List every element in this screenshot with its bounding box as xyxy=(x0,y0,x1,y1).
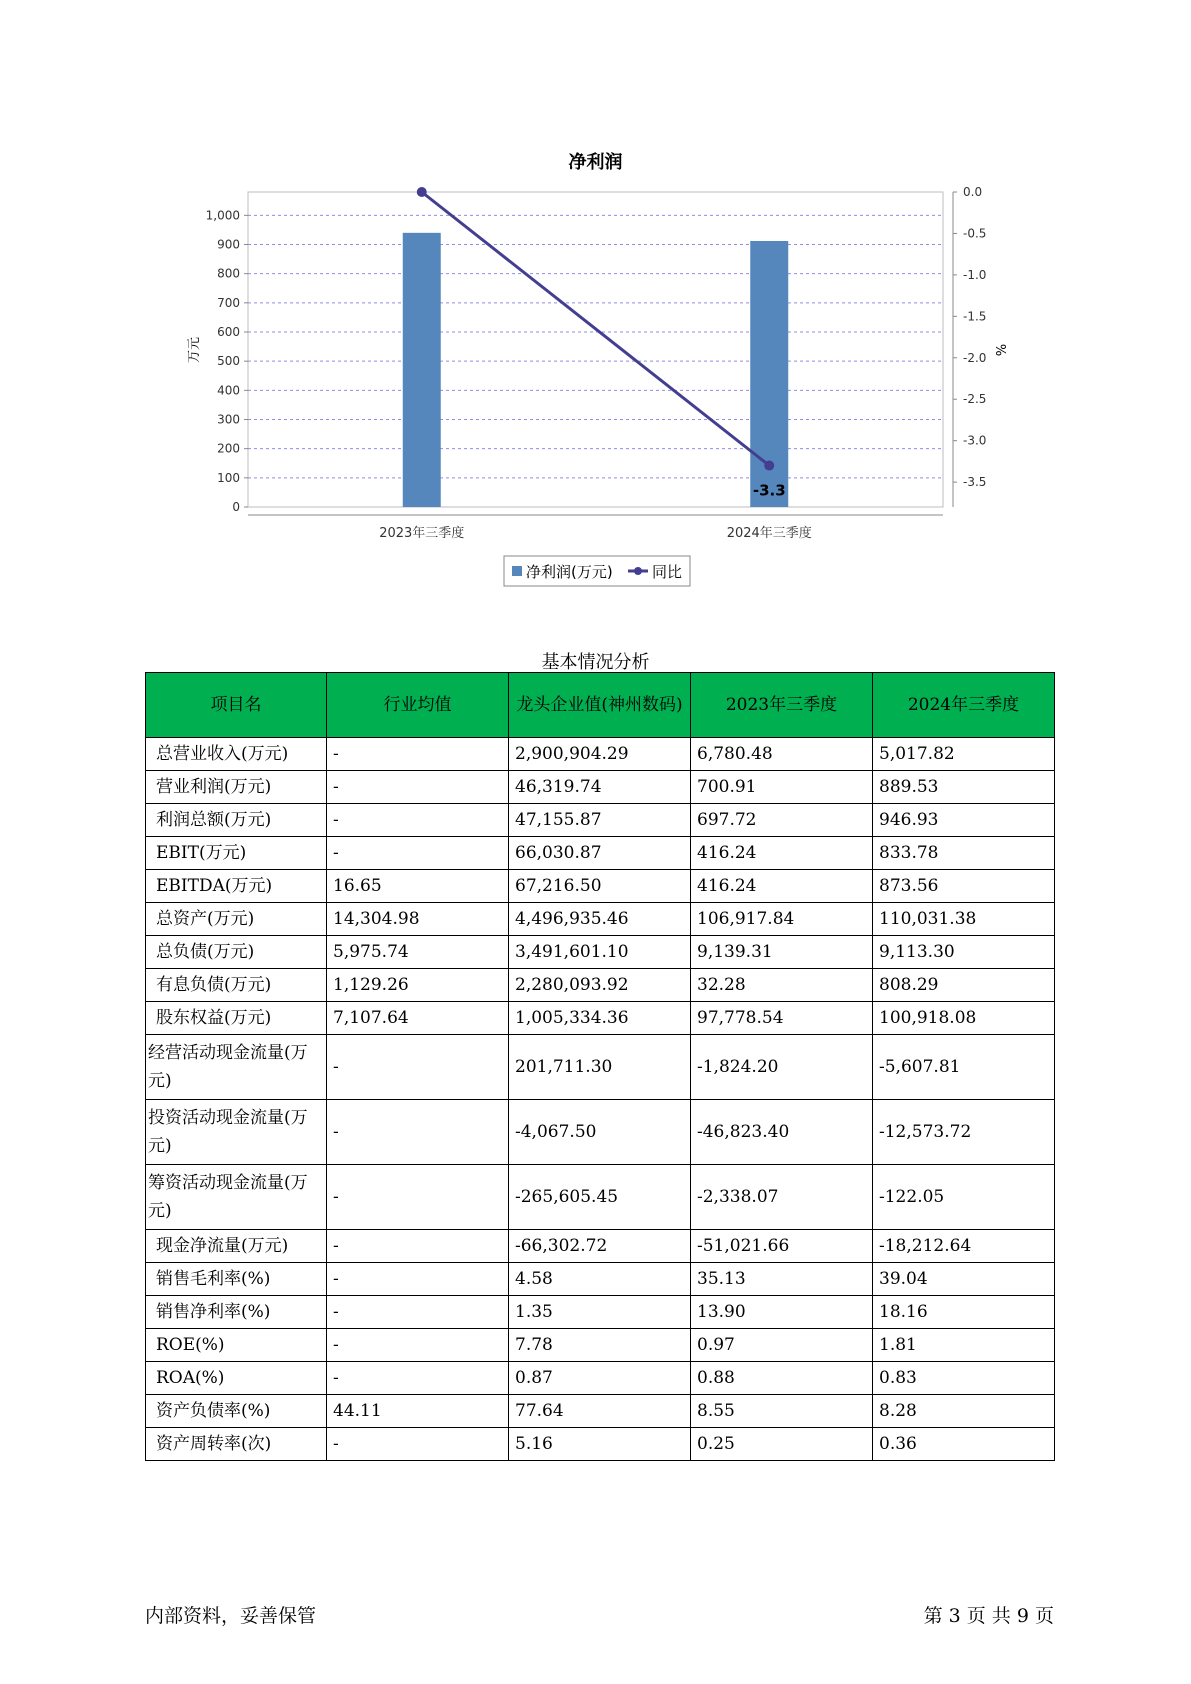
table-cell: 32.28 xyxy=(691,969,873,1002)
y2-tick-label: -2.5 xyxy=(963,392,987,407)
table-cell: 66,030.87 xyxy=(509,837,691,870)
table-row xyxy=(146,771,1055,804)
header-leader-value: 龙头企业值(神州数码) xyxy=(509,673,691,738)
yoy-data-label: -3.3 xyxy=(752,481,786,500)
row-label: 利润总额(万元) xyxy=(146,804,327,837)
table-cell: 97,778.54 xyxy=(691,1002,873,1035)
row-label: 经营活动现金流量(万元) xyxy=(146,1035,327,1100)
table-cell: 110,031.38 xyxy=(873,903,1055,936)
table-cell: 35.13 xyxy=(691,1263,873,1296)
table-cell: 8.55 xyxy=(691,1395,873,1428)
table-cell: 5,017.82 xyxy=(873,738,1055,771)
table-cell: - xyxy=(327,1362,509,1395)
legend-bar-label: 净利润(万元) xyxy=(526,563,613,581)
row-label: 有息负债(万元) xyxy=(146,969,327,1002)
bar-1 xyxy=(403,233,441,507)
table-cell: 808.29 xyxy=(873,969,1055,1002)
table-cell: 6,780.48 xyxy=(691,738,873,771)
table-row xyxy=(146,1395,1055,1428)
row-label: 股东权益(万元) xyxy=(146,1002,327,1035)
header-2024q3: 2024年三季度 xyxy=(873,673,1055,738)
table-row xyxy=(146,1263,1055,1296)
table-cell: 77.64 xyxy=(509,1395,691,1428)
table-cell: - xyxy=(327,1263,509,1296)
table-cell: 106,917.84 xyxy=(691,903,873,936)
table-cell: 1,005,334.36 xyxy=(509,1002,691,1035)
table-cell: 700.91 xyxy=(691,771,873,804)
table-cell: 100,918.08 xyxy=(873,1002,1055,1035)
table-row xyxy=(146,1100,1055,1165)
table-row xyxy=(146,969,1055,1002)
row-label: 资产周转率(次) xyxy=(146,1428,327,1461)
y2-tick-label: 0.0 xyxy=(963,185,983,199)
table-cell: -51,021.66 xyxy=(691,1230,873,1263)
header-2023q3: 2023年三季度 xyxy=(691,673,873,738)
table-cell: 4,496,935.46 xyxy=(509,903,691,936)
table-cell: 0.97 xyxy=(691,1329,873,1362)
table-cell: 9,139.31 xyxy=(691,936,873,969)
row-label: 总资产(万元) xyxy=(146,903,327,936)
table-cell: - xyxy=(327,1165,509,1230)
y-tick-label: 400 xyxy=(217,383,240,398)
y-tick-label: 700 xyxy=(217,295,240,310)
table-cell: 2,900,904.29 xyxy=(509,738,691,771)
y2-tick-label: -0.5 xyxy=(963,226,987,241)
y-tick-label: 200 xyxy=(217,441,240,456)
table-cell: 44.11 xyxy=(327,1395,509,1428)
y2-axis-label: % xyxy=(992,343,1007,357)
x-tick-label: 2023年三季度 xyxy=(379,526,465,541)
net-profit-chart xyxy=(0,0,1191,600)
table-cell: -122.05 xyxy=(873,1165,1055,1230)
table-cell: - xyxy=(327,1428,509,1461)
y-axis-label: 万元 xyxy=(187,336,202,364)
table-cell: 0.36 xyxy=(873,1428,1055,1461)
table-cell: 46,319.74 xyxy=(509,771,691,804)
table-cell: 7,107.64 xyxy=(327,1002,509,1035)
y-tick-label: 300 xyxy=(217,412,240,427)
table-cell: - xyxy=(327,1329,509,1362)
table-row xyxy=(146,1165,1055,1230)
table-cell: 16.65 xyxy=(327,870,509,903)
y2-tick-label: -3.0 xyxy=(963,433,987,448)
yoy-point-2 xyxy=(764,461,774,471)
row-label: ROA(%) xyxy=(146,1362,327,1395)
table-cell: -2,338.07 xyxy=(691,1165,873,1230)
table-cell: - xyxy=(327,1296,509,1329)
table-cell: - xyxy=(327,1230,509,1263)
table-cell: 201,711.30 xyxy=(509,1035,691,1100)
table-cell: -4,067.50 xyxy=(509,1100,691,1165)
row-label: 销售毛利率(%) xyxy=(146,1263,327,1296)
table-cell: 8.28 xyxy=(873,1395,1055,1428)
legend-bar-swatch xyxy=(512,566,522,576)
table-cell: 1.35 xyxy=(509,1296,691,1329)
table-row xyxy=(146,1002,1055,1035)
table-cell: -5,607.81 xyxy=(873,1035,1055,1100)
row-label: EBIT(万元) xyxy=(146,837,327,870)
y-tick-label: 0 xyxy=(232,500,240,514)
table-cell: - xyxy=(327,738,509,771)
footer-page-number: 第 3 页 共 9 页 xyxy=(923,1605,1054,1627)
table-row xyxy=(146,1296,1055,1329)
table-row xyxy=(146,1329,1055,1362)
table-cell: 0.87 xyxy=(509,1362,691,1395)
table-cell: 0.83 xyxy=(873,1362,1055,1395)
x-tick-label: 2024年三季度 xyxy=(726,526,812,541)
row-label: EBITDA(万元) xyxy=(146,870,327,903)
basic-analysis-table xyxy=(145,672,1055,1461)
table-row xyxy=(146,1230,1055,1263)
table-cell: 5,975.74 xyxy=(327,936,509,969)
table-cell: 47,155.87 xyxy=(509,804,691,837)
y2-tick-label: -1.0 xyxy=(963,267,987,282)
row-label: 投资活动现金流量(万元) xyxy=(146,1100,327,1165)
table-cell: 0.88 xyxy=(691,1362,873,1395)
legend-line-label: 同比 xyxy=(652,563,683,581)
table-cell: 14,304.98 xyxy=(327,903,509,936)
table-cell: 39.04 xyxy=(873,1263,1055,1296)
table-row xyxy=(146,1035,1055,1100)
table-row xyxy=(146,1428,1055,1461)
table-row xyxy=(146,738,1055,771)
row-label: 现金净流量(万元) xyxy=(146,1230,327,1263)
yoy-point-1 xyxy=(417,187,427,197)
y-tick-label: 100 xyxy=(217,470,240,485)
footer-confidential: 内部资料，妥善保管 xyxy=(145,1605,317,1627)
table-row xyxy=(146,936,1055,969)
table-cell: - xyxy=(327,1035,509,1100)
table-cell: 2,280,093.92 xyxy=(509,969,691,1002)
y-tick-label: 1,000 xyxy=(205,208,240,223)
table-row xyxy=(146,837,1055,870)
table-cell: 7.78 xyxy=(509,1329,691,1362)
y-tick-label: 800 xyxy=(217,266,240,281)
table-cell: - xyxy=(327,804,509,837)
table-cell: -46,823.40 xyxy=(691,1100,873,1165)
y-tick-label: 900 xyxy=(217,237,240,252)
table-cell: -12,573.72 xyxy=(873,1100,1055,1165)
table-cell: - xyxy=(327,771,509,804)
table-cell: - xyxy=(327,837,509,870)
table-cell: 946.93 xyxy=(873,804,1055,837)
header-item-name: 项目名 xyxy=(146,673,327,738)
table-cell: 873.56 xyxy=(873,870,1055,903)
table-cell: 4.58 xyxy=(509,1263,691,1296)
table-cell: 416.24 xyxy=(691,870,873,903)
table-caption: 基本情况分析 xyxy=(541,652,650,673)
header-industry-avg: 行业均值 xyxy=(327,673,509,738)
table-cell: 416.24 xyxy=(691,837,873,870)
y2-tick-label: -3.5 xyxy=(963,475,987,490)
table-cell: 889.53 xyxy=(873,771,1055,804)
y2-tick-label: -1.5 xyxy=(963,309,987,324)
row-label: 资产负债率(%) xyxy=(146,1395,327,1428)
row-label: 营业利润(万元) xyxy=(146,771,327,804)
table-cell: 0.25 xyxy=(691,1428,873,1461)
table-cell: 1.81 xyxy=(873,1329,1055,1362)
row-label: 总负债(万元) xyxy=(146,936,327,969)
table-cell: -18,212.64 xyxy=(873,1230,1055,1263)
legend-line-marker xyxy=(634,567,642,575)
table-cell: 697.72 xyxy=(691,804,873,837)
table-cell: 9,113.30 xyxy=(873,936,1055,969)
y2-tick-label: -2.0 xyxy=(963,350,987,365)
table-row xyxy=(146,870,1055,903)
table-cell: 67,216.50 xyxy=(509,870,691,903)
table-row xyxy=(146,1362,1055,1395)
table-cell: - xyxy=(327,1100,509,1165)
table-cell: 1,129.26 xyxy=(327,969,509,1002)
y-tick-label: 500 xyxy=(217,354,240,369)
table-cell: -66,302.72 xyxy=(509,1230,691,1263)
table-cell: 18.16 xyxy=(873,1296,1055,1329)
table-cell: 5.16 xyxy=(509,1428,691,1461)
y-tick-label: 600 xyxy=(217,325,240,339)
table-header-row xyxy=(146,673,1055,738)
table-cell: 833.78 xyxy=(873,837,1055,870)
row-label: 总营业收入(万元) xyxy=(146,738,327,771)
plot-area xyxy=(248,192,943,507)
table-cell: -1,824.20 xyxy=(691,1035,873,1100)
row-label: 销售净利率(%) xyxy=(146,1296,327,1329)
table-row xyxy=(146,903,1055,936)
table-cell: 13.90 xyxy=(691,1296,873,1329)
table-cell: -265,605.45 xyxy=(509,1165,691,1230)
row-label: 筹资活动现金流量(万元) xyxy=(146,1165,327,1230)
table-row xyxy=(146,804,1055,837)
table-cell: 3,491,601.10 xyxy=(509,936,691,969)
chart-title: 净利润 xyxy=(568,152,623,173)
row-label: ROE(%) xyxy=(146,1329,327,1362)
